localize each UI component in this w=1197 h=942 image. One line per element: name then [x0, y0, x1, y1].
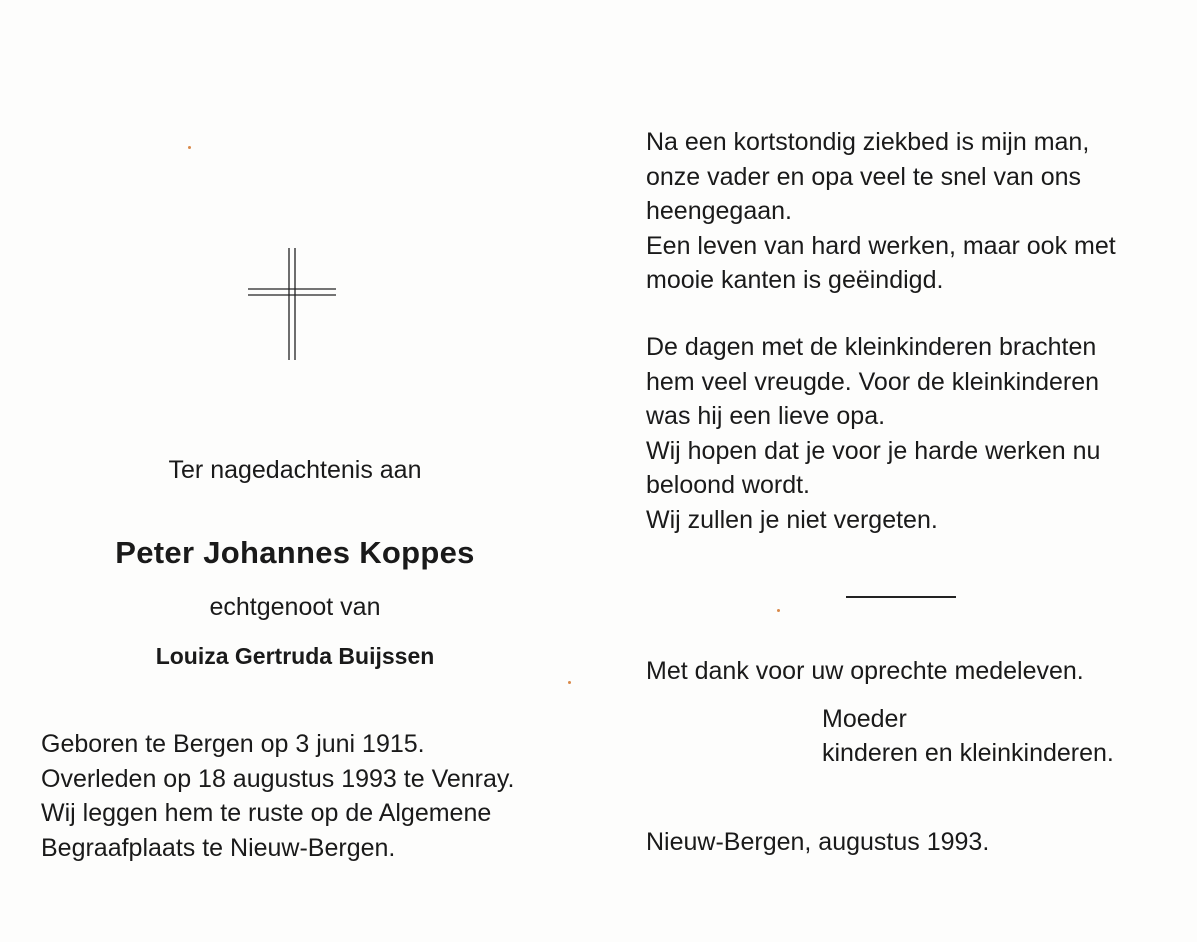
message-paragraph-1 [646, 125, 1158, 298]
paper-speck [188, 146, 191, 149]
message-paragraph-2 [646, 330, 1158, 537]
message-line: was hij een lieve opa. [646, 402, 886, 430]
deceased-name: Peter Johannes Koppes [115, 535, 475, 570]
life-details [41, 727, 515, 865]
message-line: onze vader en opa veel te snel van ons [646, 162, 1082, 191]
message-line: heengegaan. [646, 197, 792, 225]
place-date: Nieuw-Bergen, augustus 1993. [646, 828, 990, 856]
burial-line: Wij leggen hem te ruste op de Algemene [41, 799, 492, 827]
message-line: hem veel vreugde. Voor de kleinkinderen [646, 367, 1100, 396]
birth-line: Geboren te Bergen op 3 juni 1915. [41, 730, 425, 758]
message-line: mooie kanten is geëindigd. [646, 266, 944, 294]
thanks-line: Met dank voor uw oprechte medeleven. [646, 657, 1084, 685]
divider-line [846, 596, 956, 598]
spouse-name: Louiza Gertruda Buijssen [155, 643, 435, 669]
message-line: De dagen met de kleinkinderen brachten [646, 333, 1097, 361]
message-line: Een leven van hard werken, maar ook met [646, 231, 1116, 260]
burial-place-line: Begraafplaats te Nieuw-Bergen. [41, 833, 396, 862]
paper-speck [777, 609, 780, 612]
message-line: beloond wordt. [646, 471, 811, 499]
message-line: Wij zullen je niet vergeten. [646, 505, 938, 534]
message-line: Wij hopen dat je voor je harde werken nu [646, 436, 1101, 465]
paper-speck [568, 681, 571, 684]
death-line: Overleden op 18 augustus 1993 te Venray. [41, 764, 515, 793]
signature-line-1: Moeder [822, 705, 907, 733]
cross-icon [246, 246, 338, 362]
message-line: Na een kortstondig ziekbed is mijn man, [646, 128, 1090, 156]
signature-line-2: kinderen en kleinkinderen. [822, 739, 1114, 767]
intro-text: Ter nagedachtenis aan [168, 456, 422, 484]
relation-text: echtgenoot van [209, 593, 381, 621]
